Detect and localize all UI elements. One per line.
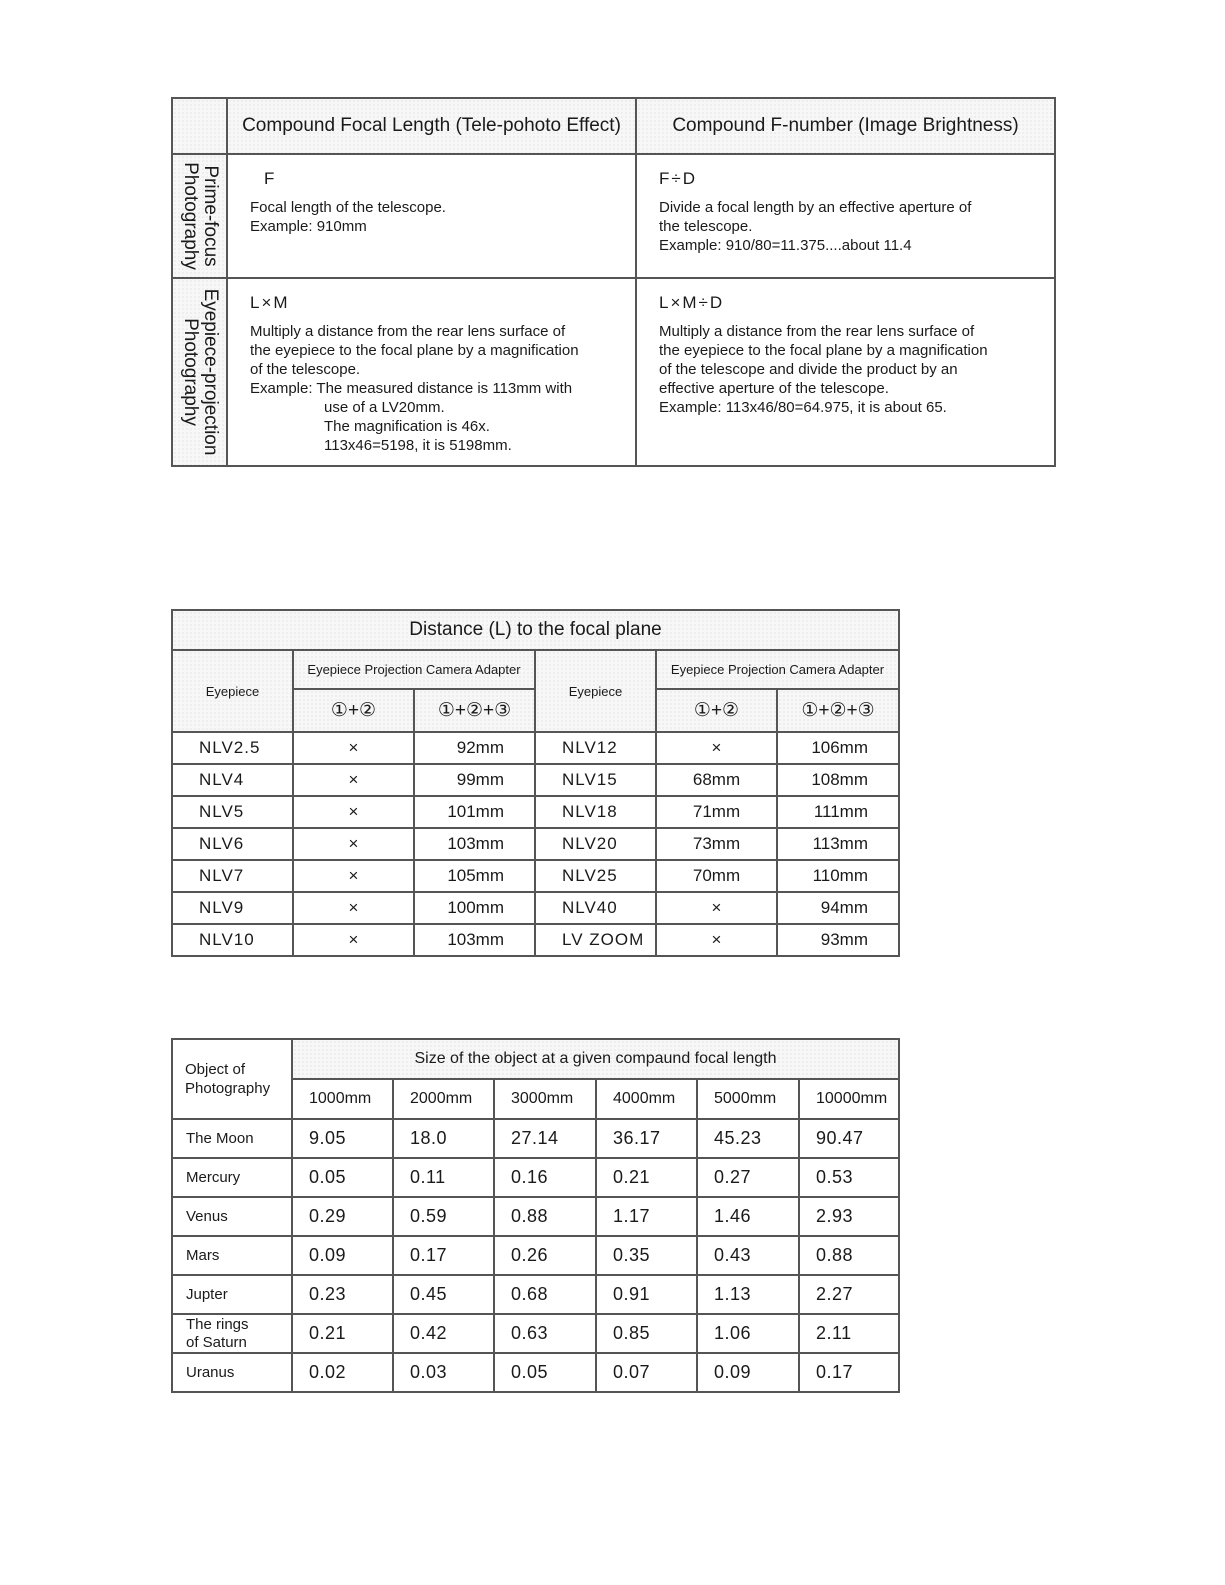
object-size-value: 2.11 [799,1314,899,1353]
eyepiece-name: NLV7 [172,860,293,892]
object-name-line: Venus [186,1207,228,1225]
table-row [172,924,899,956]
object-size-value: 0.63 [494,1314,596,1353]
eyepiece-focal-indented-line: 113x46=5198, it is 5198mm. [324,437,512,454]
table-row [172,1158,899,1197]
prime-focus-fnumber-line: Divide a focal length by an effective aperture of [659,199,972,216]
eyepiece-name: NLV15 [535,764,656,796]
distance-combo-1-2: × [293,860,414,892]
distance-combo-1-2: 71mm [656,796,777,828]
object-name-line: The Moon [186,1129,254,1147]
combo-1-2-3-header-right: ①+②+③ [777,689,899,732]
eyepiece-name: NLV4 [172,764,293,796]
focal-length-header: 4000mm [596,1079,697,1119]
distance-combo-1-2-3: 93mm [777,924,899,956]
object-size-value: 0.35 [596,1236,697,1275]
distance-combo-1-2-3: 113mm [777,828,899,860]
prime-focus-label-line-1: Prime-focus [199,165,221,267]
distance-combo-1-2-3: 111mm [777,796,899,828]
object-size-value: 0.05 [494,1353,596,1392]
object-name [172,1119,292,1158]
object-name-line: The rings [186,1315,249,1333]
object-name [172,1158,292,1197]
eyepiece-name: NLV9 [172,892,293,924]
prime-focus-fnumber-formula: F÷D [659,169,697,188]
table-row [172,764,899,796]
object-size-value: 0.07 [596,1353,697,1392]
eyepiece-header-right: Eyepiece [535,650,656,732]
distance-combo-1-2: × [293,796,414,828]
focal-length-header: 2000mm [393,1079,494,1119]
eyepiece-projection-row-label [172,278,227,466]
eyepiece-fnumber-line: effective aperture of the telescope. [659,380,889,397]
distance-combo-1-2: × [293,828,414,860]
prime-focus-fnumber-cell [636,154,1055,278]
distance-combo-1-2-3: 110mm [777,860,899,892]
object-header-line-1: Object of [185,1061,246,1078]
object-size-value: 1.06 [697,1314,799,1353]
table-row [172,892,899,924]
eyepiece-name: NLV20 [535,828,656,860]
object-size-value: 18.0 [393,1119,494,1158]
object-name [172,1236,292,1275]
table-row [172,1119,899,1158]
object-header-line-2: Photography [185,1080,271,1097]
table-row [172,1197,899,1236]
combo-1-2-header-left: ①+② [293,689,414,732]
prime-focus-focal-line: Focal length of the telescope. [250,199,446,216]
object-name [172,1197,292,1236]
adapter-header-left: Eyepiece Projection Camera Adapter [293,650,535,689]
focal-plane-distance-table [171,609,900,957]
object-size-value: 0.21 [292,1314,393,1353]
object-of-photography-header [172,1039,292,1119]
eyepiece-focal-indented-line: use of a LV20mm. [324,399,445,416]
eyepiece-focal-indented-line: The magnification is 46x. [324,418,490,435]
object-name-line: Mars [186,1246,220,1264]
eyepiece-focal-line: of the telescope. [250,361,361,378]
distance-combo-1-2: 73mm [656,828,777,860]
object-name-line: of Saturn [186,1333,247,1351]
distance-combo-1-2-3: 94mm [777,892,899,924]
object-size-value: 36.17 [596,1119,697,1158]
distance-combo-1-2: 68mm [656,764,777,796]
object-size-value: 9.05 [292,1119,393,1158]
object-size-value: 0.88 [494,1197,596,1236]
object-size-value: 45.23 [697,1119,799,1158]
distance-combo-1-2-3: 105mm [414,860,535,892]
adapter-header-right: Eyepiece Projection Camera Adapter [656,650,899,689]
eyepiece-name: NLV25 [535,860,656,892]
object-size-value: 0.43 [697,1236,799,1275]
eyepiece-fnumber-line: Multiply a distance from the rear lens surface of [659,323,975,340]
object-size-value: 27.14 [494,1119,596,1158]
eyepiece-focal-line: Multiply a distance from the rear lens surface of [250,323,566,340]
eyepiece-name: NLV5 [172,796,293,828]
object-size-value: 1.13 [697,1275,799,1314]
object-size-value: 0.16 [494,1158,596,1197]
object-size-value: 0.09 [292,1236,393,1275]
distance-combo-1-2-3: 92mm [414,732,535,764]
object-size-value: 0.02 [292,1353,393,1392]
object-size-value: 0.05 [292,1158,393,1197]
object-size-table [171,1038,900,1393]
object-size-value: 0.17 [799,1353,899,1392]
object-size-value: 0.03 [393,1353,494,1392]
eyepiece-projection-focal-formula: L×M [250,293,290,312]
focal-plane-distance-body [172,732,899,956]
distance-combo-1-2: × [293,924,414,956]
distance-combo-1-2-3: 99mm [414,764,535,796]
object-name-line: Uranus [186,1363,235,1381]
object-size-value: 90.47 [799,1119,899,1158]
object-name-line: Jupter [186,1285,228,1303]
object-size-value: 0.85 [596,1314,697,1353]
object-size-value: 0.91 [596,1275,697,1314]
distance-combo-1-2-3: 103mm [414,828,535,860]
table-row [172,1275,899,1314]
object-size-value: 0.27 [697,1158,799,1197]
prime-focus-fnumber-line: Example: 910/80=11.375....about 11.4 [659,237,912,254]
eyepiece-fnumber-line: of the telescope and divide the product by an [659,361,958,378]
object-size-value: 0.42 [393,1314,494,1353]
object-size-value: 0.68 [494,1275,596,1314]
table-row [172,828,899,860]
corner-cell [172,98,227,154]
object-size-value: 0.29 [292,1197,393,1236]
compound-focal-length-header: Compound Focal Length (Tele-pohoto Effect) [227,98,636,154]
object-size-value: 2.27 [799,1275,899,1314]
eyepiece-projection-focal-cell [227,278,636,466]
eyepiece-header-left: Eyepiece [172,650,293,732]
distance-combo-1-2: × [656,732,777,764]
prime-focus-row-label [172,154,227,278]
object-size-value: 0.17 [393,1236,494,1275]
eyepiece-projection-label-line-1: Eyepiece-projection [199,288,221,456]
distance-combo-1-2: × [293,892,414,924]
eyepiece-name: LV ZOOM [535,924,656,956]
table-row [172,1353,899,1392]
object-name-line: Mercury [186,1168,241,1186]
prime-focus-fnumber-line: the telescope. [659,218,753,235]
object-name [172,1353,292,1392]
focal-length-header: 3000mm [494,1079,596,1119]
distance-combo-1-2-3: 108mm [777,764,899,796]
distance-combo-1-2-3: 103mm [414,924,535,956]
table-row [172,860,899,892]
object-name [172,1314,292,1353]
eyepiece-name: NLV10 [172,924,293,956]
combo-1-2-3-header-left: ①+②+③ [414,689,535,732]
eyepiece-name: NLV2.5 [172,732,293,764]
table-row [172,1314,899,1353]
distance-combo-1-2: 70mm [656,860,777,892]
eyepiece-name: NLV12 [535,732,656,764]
object-size-value: 1.46 [697,1197,799,1236]
prime-focus-label-line-2: Photography [179,162,201,270]
object-size-title: Size of the object at a given compaund focal length [292,1039,899,1079]
distance-combo-1-2-3: 100mm [414,892,535,924]
table-row [172,1236,899,1275]
eyepiece-name: NLV18 [535,796,656,828]
object-size-value: 0.09 [697,1353,799,1392]
object-size-value: 2.93 [799,1197,899,1236]
eyepiece-name: NLV40 [535,892,656,924]
eyepiece-projection-fnumber-cell [636,278,1055,466]
combo-1-2-header-right: ①+② [656,689,777,732]
distance-combo-1-2-3: 106mm [777,732,899,764]
object-size-value: 0.45 [393,1275,494,1314]
object-size-value: 0.11 [393,1158,494,1197]
prime-focus-focal-formula: F [264,169,277,188]
eyepiece-fnumber-line: the eyepiece to the focal plane by a magnification [659,342,988,359]
eyepiece-projection-fnumber-formula: L×M÷D [659,293,725,312]
object-size-value: 0.88 [799,1236,899,1275]
object-size-body [172,1119,899,1392]
object-size-value: 1.17 [596,1197,697,1236]
focal-length-header: 10000mm [799,1079,899,1119]
distance-combo-1-2: × [293,764,414,796]
object-size-value: 0.53 [799,1158,899,1197]
prime-focus-focal-line: Example: 910mm [250,218,367,235]
focal-length-header: 1000mm [292,1079,393,1119]
distance-combo-1-2-3: 101mm [414,796,535,828]
object-size-value: 0.59 [393,1197,494,1236]
object-name [172,1275,292,1314]
distance-combo-1-2: × [293,732,414,764]
photography-formula-table [171,97,1056,467]
eyepiece-focal-line: the eyepiece to the focal plane by a magnification [250,342,579,359]
eyepiece-projection-label-line-2: Photography [179,318,201,426]
compound-f-number-header: Compound F-number (Image Brightness) [636,98,1055,154]
focal-length-header: 5000mm [697,1079,799,1119]
distance-combo-1-2: × [656,924,777,956]
prime-focus-focal-cell [227,154,636,278]
eyepiece-fnumber-line: Example: 113x46/80=64.975, it is about 65. [659,399,947,416]
object-size-value: 0.23 [292,1275,393,1314]
eyepiece-focal-line: Example: The measured distance is 113mm with [250,380,573,397]
focal-plane-distance-title: Distance (L) to the focal plane [172,610,899,650]
object-size-value: 0.21 [596,1158,697,1197]
table-row [172,796,899,828]
eyepiece-name: NLV6 [172,828,293,860]
table-row [172,732,899,764]
distance-combo-1-2: × [656,892,777,924]
object-size-value: 0.26 [494,1236,596,1275]
